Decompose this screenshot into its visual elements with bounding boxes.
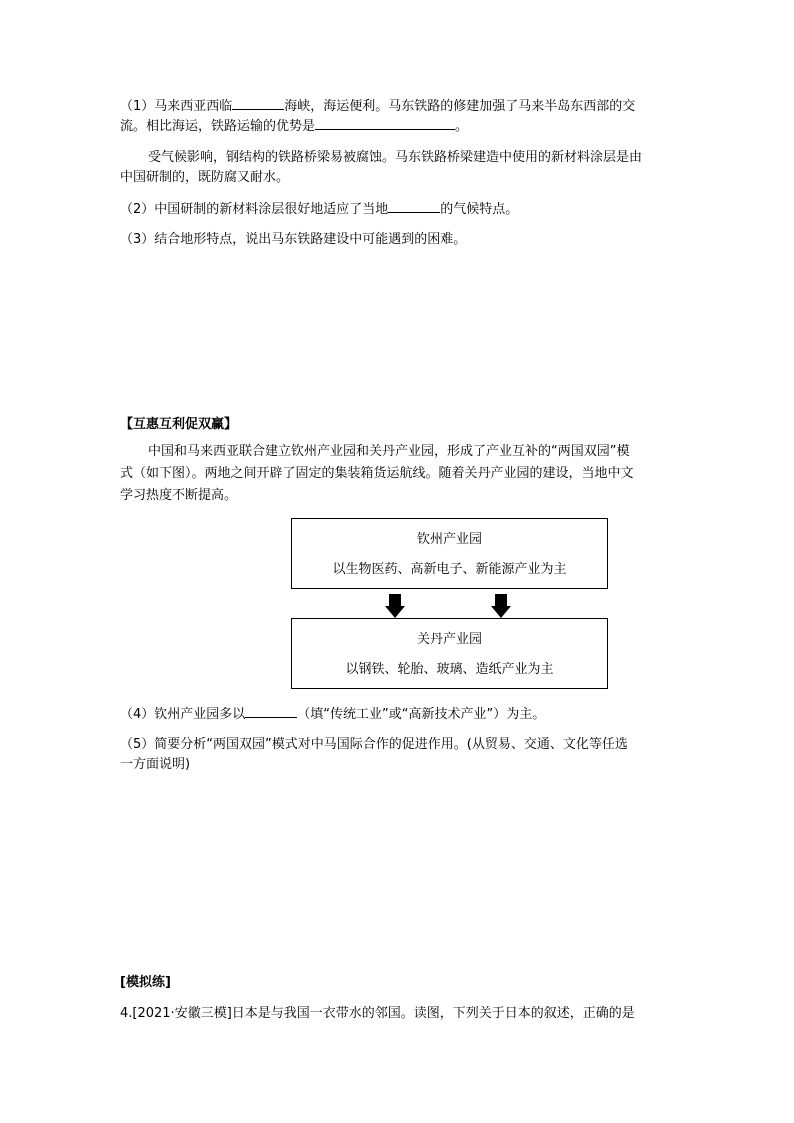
down-arrow-icon — [385, 594, 405, 618]
answer-blank-strait[interactable] — [232, 95, 284, 110]
q2-text-b: 的气候特点。 — [440, 202, 519, 217]
paragraph-parks-line-3: 学习热度不断提高。 — [120, 488, 238, 503]
paragraph-corrosion-line-2: 中国研制的，既防腐又耐水。 — [120, 170, 290, 185]
paragraph-parks-line-2: 式（如下图）。两地之间开辟了固定的集装箱货运航线。随着关丹产业园的建设，当地中文 — [120, 466, 634, 481]
q1-text-a: （1）马来西亚西临 — [120, 99, 233, 114]
q4-text-a: （4）钦州产业园多以 — [120, 707, 246, 722]
question-2 — [120, 198, 680, 220]
down-arrow-icon — [491, 594, 511, 618]
section-title: 【互惠互利促双赢】 — [120, 417, 238, 432]
q1-text-d: 。 — [455, 119, 469, 134]
answer-blank-industry-type[interactable] — [245, 703, 297, 718]
practice-title: [模拟练] — [120, 975, 171, 990]
q2-text-a: （2）中国研制的新材料涂层很好地适应了当地 — [120, 202, 389, 217]
question-6: 4.[2021·安徽三模]日本是与我国一衣带水的邻国。读图，下列关于日本的叙述，正确的是 — [120, 1006, 635, 1021]
paragraph-parks-line-1: 中国和马来西亚联合建立钦州产业园和关丹产业园，形成了产业互补的“两国双园”模 — [148, 444, 630, 459]
q4-text-b: （填“传统工业”或“高新技术产业”）为主。 — [297, 707, 546, 722]
answer-blank-climate[interactable] — [388, 198, 440, 213]
question-1-line-1 — [120, 95, 680, 117]
question-5-line-2: 一方面说明) — [120, 757, 191, 772]
paragraph-corrosion-line-1: 受气候影响，钢结构的铁路桥梁易被腐蚀。马东铁路桥梁建造中使用的新材料涂层是由 — [148, 150, 643, 165]
question-4 — [120, 703, 680, 725]
question-3: （3）结合地形特点，说出马东铁路建设中可能遇到的困难。 — [120, 232, 467, 247]
qinzhou-park-box — [291, 518, 608, 589]
qinzhou-park-title: 钦州产业园 — [416, 532, 482, 547]
q1-text-b: 海峡，海运便利。马东铁路的修建加强了马来半岛东西部的交 — [284, 99, 636, 114]
q1-text-c: 流。相比海运，铁路运输的优势是 — [120, 119, 316, 134]
kuantan-park-box — [291, 618, 608, 689]
question-1-line-2 — [120, 115, 680, 137]
kuantan-park-description: 以钢铁、轮胎、玻璃、造纸产业为主 — [345, 662, 554, 677]
answer-blank-railway-advantage[interactable] — [315, 115, 455, 130]
kuantan-park-title: 关丹产业园 — [416, 632, 482, 647]
qinzhou-park-description: 以生物医药、高新电子、新能源产业为主 — [332, 562, 567, 577]
question-5-line-1: （5）简要分析“两国双园”模式对中马国际合作的促进作用。(从贸易、交通、文化等任选 — [120, 737, 628, 752]
